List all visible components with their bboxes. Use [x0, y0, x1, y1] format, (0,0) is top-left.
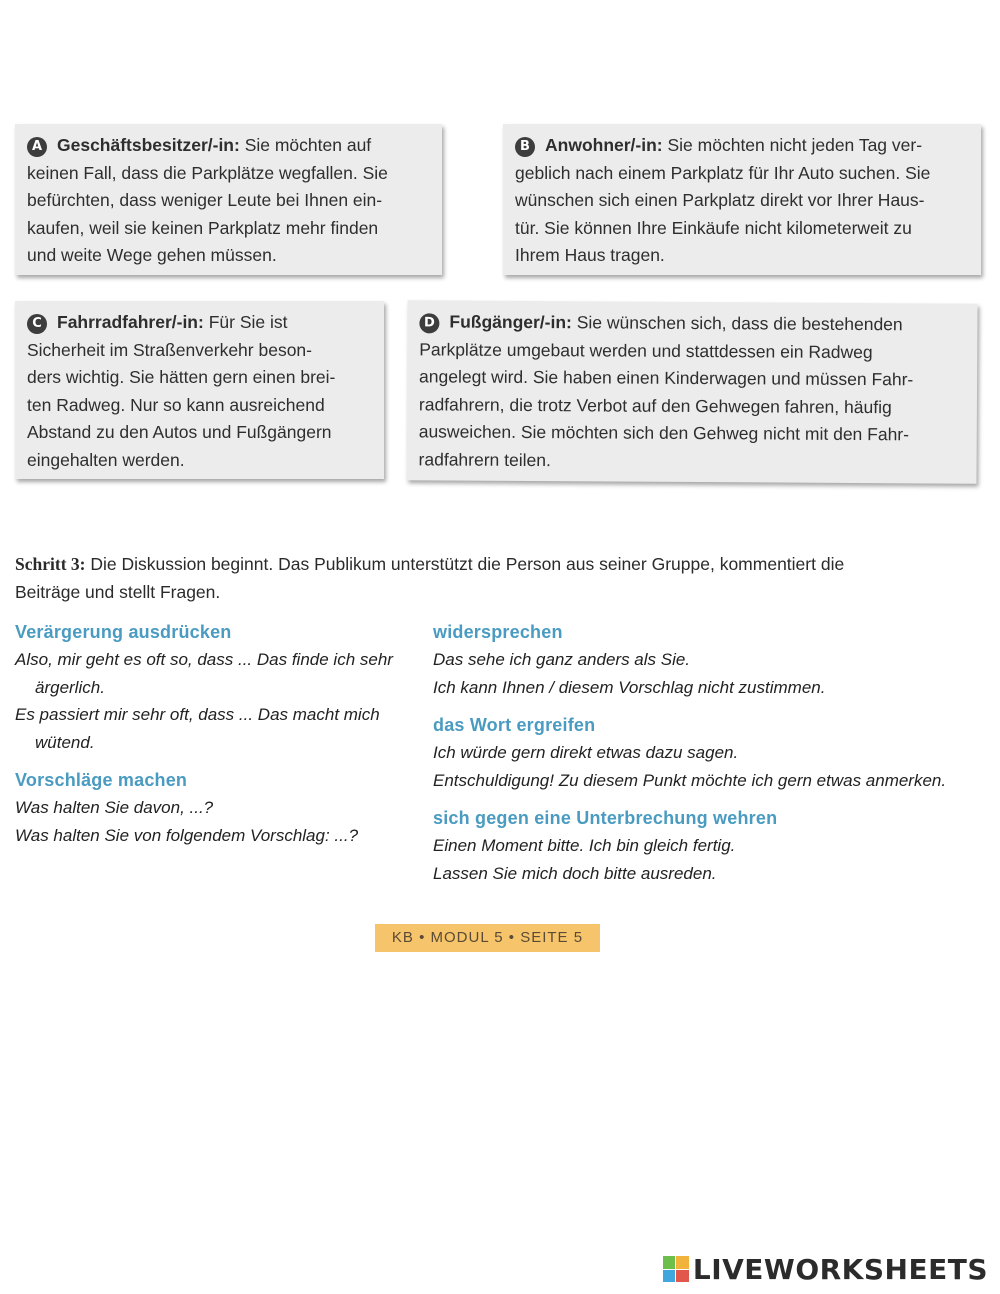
logo-square: [676, 1270, 689, 1283]
badge-d: D: [419, 313, 439, 333]
task-instruction: [15, 550, 975, 606]
role-title-a: Geschäftsbesitzer/-in:: [57, 135, 240, 155]
card-a-line-5: und weite Wege gehen müssen.: [27, 245, 277, 265]
badge-b: B: [515, 137, 535, 157]
card-a-line-4: kaufen, weil sie keinen Parkplatz mehr finden: [27, 217, 379, 238]
role-card-b: [503, 124, 981, 275]
phrase-line: Einen Moment bitte. Ich bin gleich fertig.: [433, 836, 736, 855]
phrase-heading: sich gegen eine Unterbrechung wehren: [433, 808, 778, 828]
phrases-left-column: [15, 618, 415, 859]
logo-text: LIVEWORKSHEETS: [692, 1252, 988, 1286]
role-card-c: [15, 301, 384, 479]
phrase-line: Ich würde gern direkt etwas dazu sagen.: [433, 743, 739, 762]
role-card-d: [406, 300, 977, 483]
card-c-line-1: Für Sie ist: [208, 312, 288, 332]
card-d-line-1: Sie wünschen sich, dass die bestehenden: [576, 312, 903, 335]
card-b-line-3: wünschen sich einen Parkplatz direkt vor Ihrer Haus-: [515, 190, 925, 210]
task-line-2: Beiträge und stellt Fragen.: [15, 582, 221, 602]
card-d-line-4: radfahrern, die trotz Verbot auf den Gehwegen fahren, häufig: [418, 393, 892, 417]
phrase-line: Was halten Sie von folgendem Vorschlag: ...?: [15, 825, 359, 845]
phrase-line: Also, mir geht es oft so, dass ... Das finde ich sehr ärgerlich.: [15, 650, 393, 697]
phrase-group: [433, 804, 1000, 887]
card-d-line-3: angelegt wird. Sie haben einen Kinderwagen und müssen Fahr-: [419, 366, 914, 390]
card-d-line-6: radfahrern teilen.: [418, 448, 551, 470]
badge-a: A: [27, 137, 47, 157]
card-c-line-2: Sicherheit im Straßenverkehr beson-: [27, 339, 312, 360]
logo-square: [663, 1256, 676, 1269]
phrase-group: [433, 711, 1000, 794]
badge-c: C: [27, 314, 47, 334]
role-title-d: Fußgänger/-in:: [449, 311, 572, 333]
card-c-line-3: ders wichtig. Sie hätten gern einen brei-: [27, 367, 336, 387]
logo-square: [676, 1256, 689, 1269]
phrases-right-column: [433, 618, 1000, 897]
card-c-line-6: eingehalten werden.: [27, 449, 185, 470]
card-c-line-5: Abstand zu den Autos und Fußgängern: [27, 422, 332, 442]
phrase-heading: das Wort ergreifen: [433, 715, 596, 735]
phrase-group: [433, 618, 1000, 701]
card-d-line-5: ausweichen. Sie möchten sich den Gehweg nicht mit den Fahr-: [418, 421, 910, 445]
logo-square: [663, 1270, 676, 1283]
phrase-line: Das sehe ich ganz anders als Sie.: [433, 650, 691, 669]
phrase-line: Lassen Sie mich doch bitte ausreden.: [433, 863, 717, 883]
card-d-line-2: Parkplätze umgebaut werden und stattdessen ein Radweg: [419, 338, 873, 362]
task-label: Schritt 3:: [15, 554, 86, 574]
phrase-line: Ich kann Ihnen / diesem Vorschlag nicht zustimmen.: [433, 677, 826, 697]
card-b-line-4: tür. Sie können Ihre Einkäufe nicht kilometerweit zu: [515, 217, 912, 238]
phrase-group: [15, 766, 415, 849]
card-a-line-1: Sie möchten auf: [244, 135, 372, 155]
phrase-line: Entschuldigung! Zu diesem Punkt möchte ich gern etwas anmerken.: [433, 770, 947, 790]
card-b-line-5: Ihrem Haus tragen.: [515, 245, 665, 265]
card-b-line-1: Sie möchten nicht jeden Tag ver-: [667, 135, 923, 155]
role-title-b: Anwohner/-in:: [545, 135, 663, 155]
phrase-heading: Vorschläge machen: [15, 770, 188, 790]
phrase-heading: widersprechen: [433, 622, 563, 642]
task-line-1: Die Diskussion beginnt. Das Publikum unterstützt die Person aus seiner Gruppe, kommentiert die: [90, 554, 845, 574]
liveworksheets-logo: [663, 1252, 988, 1286]
card-c-line-4: ten Radweg. Nur so kann ausreichend: [27, 394, 325, 415]
phrase-line: Was halten Sie davon, ...?: [15, 798, 214, 817]
phrase-heading: Verärgerung ausdrücken: [15, 622, 232, 642]
phrase-group: [15, 618, 415, 756]
card-a-line-3: befürchten, dass weniger Leute bei Ihnen ein-: [27, 190, 383, 210]
role-title-c: Fahrradfahrer/-in:: [57, 312, 204, 332]
phrase-line: Es passiert mir sehr oft, dass ... Das macht mich wütend.: [15, 705, 380, 752]
card-b-line-2: geblich nach einem Parkplatz für Ihr Auto suchen. Sie: [515, 162, 931, 183]
logo-mark-icon: [663, 1256, 689, 1282]
page-reference-tag: KB • MODUL 5 • SEITE 5: [375, 924, 600, 952]
card-a-line-2: keinen Fall, dass die Parkplätze wegfallen. Sie: [27, 162, 388, 183]
role-card-a: [15, 124, 442, 275]
